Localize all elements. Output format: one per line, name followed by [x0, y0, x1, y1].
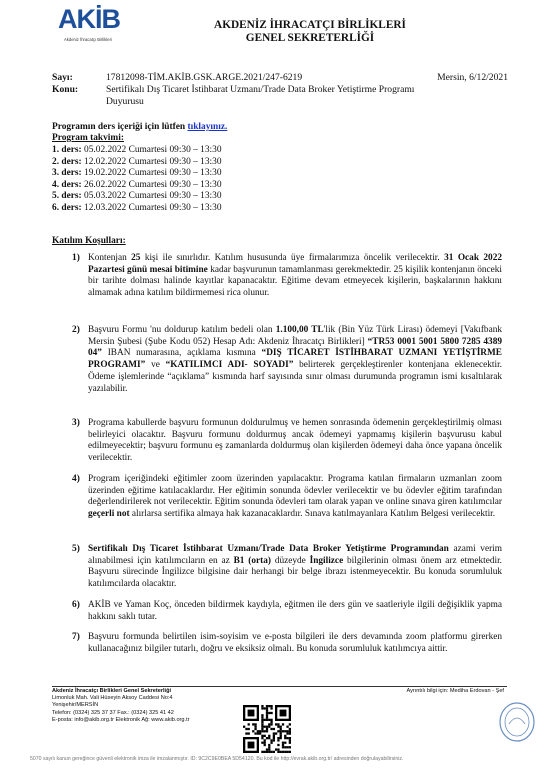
intro-line: [52, 122, 227, 133]
schedule-row-label: 3. ders:: [52, 168, 82, 179]
footer-address-1: Limonluk Mah. Vali Hüseyin Aksoy Caddesi No:4: [52, 695, 173, 702]
seal-icon: [497, 700, 537, 744]
condition-item-4: Program içeriğindeki eğitimler zoom üzerinden yapılacaktır. Programa katılan firmaların uzmanları zoom üzerinden eğitime katılacaklardır. Her eğitimin sonunda ödevler verilecektir ve bu ödevler eğitim tarafından değerlendirilerek not verilecektir. Eğitim sonunda ödevleri tam olarak yapan ve online sınava giren katılımcılar geçerli not alırlarsa sertifika almaya hak kazanacaklardır. Sınava katılmayanlara Katılım Belgesi verilecektir.: [88, 474, 502, 520]
konu-label: Konu:: [52, 84, 79, 95]
footer-divider: [52, 686, 507, 687]
schedule-row-label: 6. ders:: [52, 202, 82, 213]
schedule-title: Program takvimi:: [52, 133, 124, 143]
konu-value-line2: Duyurusu: [106, 96, 144, 107]
schedule-row: [52, 203, 222, 215]
sayi-value: 17812098-TİM.AKİB.GSK.ARGE.2021/247-6219: [106, 72, 303, 83]
schedule-row-value: 05.03.2022 Cumartesi 09:30 – 13:30: [84, 191, 222, 202]
schedule-row-label: 4. ders:: [52, 179, 82, 190]
akib-logo: [58, 4, 132, 48]
schedule-row-value: 19.02.2022 Cumartesi 09:30 – 13:30: [84, 168, 222, 179]
schedule-row-label: 1. ders:: [52, 145, 82, 155]
condition-item-2: Başvuru Formu 'nu doldurup katılım bedeli olan 1.100,00 TL'lik (Bin Yüz Türk Lirası) ödemeyi [Vakıfbank Mersin Şubesi (Şube Kodu 052) Hesap Adı: Akdeniz İhracatçı Birlikleri] “TR53 0001 5001 5800 7285 4389 04” IBAN numarasına, açıklama kısmına “DIŞ TİCARET İSTİHBARAT UZMANI YETİŞTİRME PROGRAMI” ve “KATILIMCI ADI- SOYADI” belirterek gerçekleştirenler kontenjana eklenecektir. Ödeme işlemlerinde “açıklama” kısmında harf sayısında sınır olması durumunda programın ismi kısaltılarak yazılabilir.: [88, 325, 503, 394]
content-link[interactable]: tıklayınız.: [187, 122, 228, 132]
document-date: Mersin, 6/12/2021: [437, 72, 508, 83]
item-number: 7): [72, 632, 80, 642]
konu-value-line1: Sertifikalı Dış Ticaret İstihbarat Uzmanı/Trade Data Broker Yetiştirme Programı: [106, 84, 415, 95]
item-number: 4): [72, 474, 80, 484]
schedule-row-value: 26.02.2022 Cumartesi 09:30 – 13:30: [84, 179, 222, 190]
logo-subtitle: Akdeniz İhracatçı Birlikleri: [64, 37, 112, 42]
item-number: 6): [72, 600, 80, 610]
item-number: 3): [72, 418, 80, 428]
schedule-row: [52, 180, 222, 192]
footer-phone: Telefon: (0324) 325 37 37 Fax.: (0324) 325 41 42: [52, 709, 174, 716]
schedule-row-value: 12.03.2022 Cumartesi 09:30 – 13:30: [84, 202, 222, 213]
footer-address: [52, 688, 272, 724]
conditions-title: Katılım Koşulları:: [52, 236, 126, 246]
schedule-row: [52, 168, 222, 180]
footer-email: E-posta: info@akib.org.tr Elektronik Ağ: www.akib.org.tr: [52, 716, 190, 723]
footer-address-2: Yenişehir/MERSİN: [52, 702, 99, 709]
condition-item-1: Kontenjan 25 kişi ile sınırlıdır. Katılım hususunda üye firmalarımıza öncelik verilecektir. 31 Ocak 2022 Pazartesi günü mesai bitimine kadar başvurunun tamamlanması gerekmektedir. 25 kişilik kontenjanın önceki bir tarihte dolması halinde kayıtlar kapanacaktır. Eğitime devam etmeyecek kişilerin, başkalarının hakkını almamak adına katılım bildirmemesi rica olunur.: [88, 253, 502, 299]
schedule-row: [52, 157, 222, 169]
schedule-row: [52, 145, 222, 157]
org-line-1: AKDENİZ İHRACATÇI BİRLİKLERİ: [214, 19, 406, 31]
condition-item-7: Başvuru formunda belirtilen isim-soyisim ve e-posta bilgileri ile ders devamında zoom platformu girerken kullanacağınız bilgiler tutarlı, doğru ve eksiksiz olmalı. Bu konuda sorumluluk katılımcıya aittir.: [88, 632, 502, 654]
esignature-note: 5070 sayılı kanun gereğince güvenli elektronik imza ile imzalanmıştır. ID: 9C2C9E0BEA 5D54120. Bu kod ile http://evrak.akib.org.tr/ adresinden doğrulayabilirsiniz.: [30, 756, 404, 762]
condition-item-3: Programa kabullerde başvuru formunun doldurulmuş ve hemen sonrasında ödemenin gerçekleştirilmiş olması belirleyici olacaktır. Başvuru formunu doldurmuş ancak ödemeyi yapmamış kişilerin başvurusu kabul edilmeyecektir; başvuru formunu eş zamanlarda doldurmuş olan kişilerden ödemeyi daha önce yapana öncelik verilecektir.: [88, 418, 502, 464]
sayi-label: Sayı:: [52, 72, 73, 83]
schedule-row-label: 2. ders:: [52, 156, 82, 167]
qr-code-icon: [243, 705, 291, 753]
intro-text: Programın ders içeriği için lütfen: [52, 122, 186, 132]
item-number: 1): [72, 253, 80, 263]
org-line-2: GENEL SEKRETERLİĞİ: [245, 32, 375, 44]
item-number: 5): [72, 544, 80, 554]
footer-contact: Ayrıntılı bilgi için: Mediha Erdovan - Şef: [406, 688, 504, 694]
schedule-row-label: 5. ders:: [52, 191, 82, 202]
schedule-row-value: 05.02.2022 Cumartesi 09:30 – 13:30: [84, 145, 222, 155]
schedule-row-value: 12.02.2022 Cumartesi 09:30 – 13:30: [84, 156, 222, 167]
logo-text: AKİB: [58, 4, 120, 34]
schedule-list: [52, 145, 222, 215]
item-number: 2): [72, 325, 80, 335]
schedule-row: [52, 191, 222, 203]
organization-header: [160, 19, 460, 45]
condition-item-6: AKİB ve Yaman Koç, önceden bildirmek kaydıyla, eğitmen ile ders gün ve saatleriyle ilgili değişiklik yapma hakkını saklı tutar.: [88, 600, 502, 622]
condition-item-5: Sertifikalı Dış Ticaret İstihbarat Uzmanı/Trade Data Broker Yetiştirme Programından azami verim alınabilmesi için katılımcıların en az B1 (orta) düzeyde İngilizce bilgilerinin olması önem arz etmektedir. Başvuru sürecinde İngilizce bilgisine dair herhangi bir belge ibrazı istenmeyecektir. Bu konuda sorumluluk katılımcılarda olacaktır.: [88, 544, 502, 590]
footer-org: Akdeniz İhracatçı Birlikleri Genel Sekreterliği: [52, 688, 172, 694]
